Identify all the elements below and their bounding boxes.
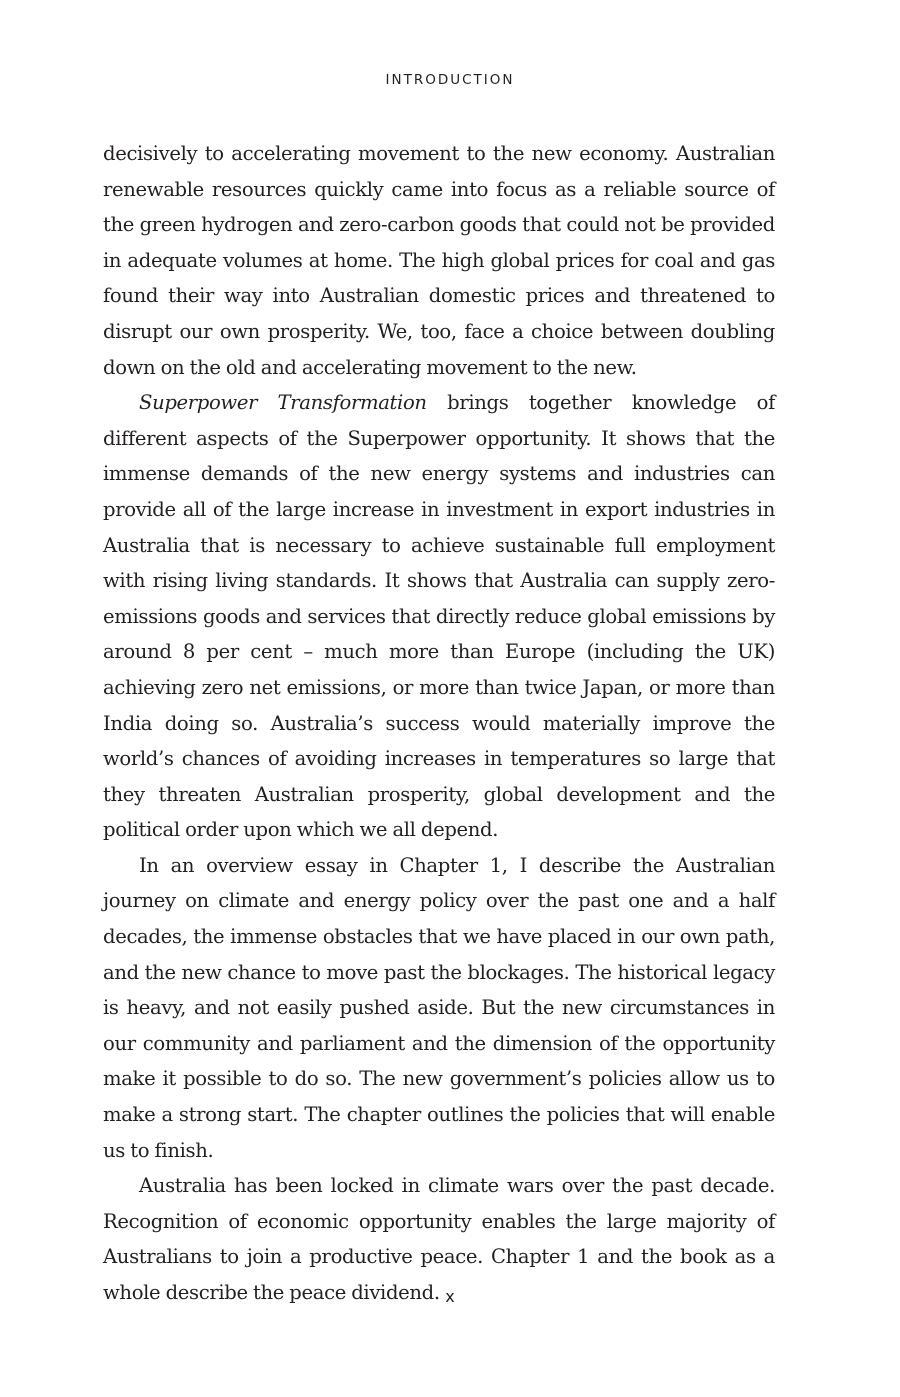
page-number: x	[445, 1287, 455, 1306]
paragraph-2	[103, 385, 775, 848]
body-text	[103, 136, 775, 1311]
paragraph-1	[103, 136, 775, 385]
paragraph-4-text: Australia has been locked in climate wars over the past decade. Recognition of economic opportunity enables the large majority of Australians to join a productive peace. Chapter 1 and the book as a whole describe the peace dividend.	[103, 1174, 775, 1304]
paragraph-2-text: brings together knowledge of different aspects of the Superpower opportunity. It shows that the immense demands of the new energy systems and industries can provide all of the large increase in investment in export industries in Australia that is necessary to achieve sustainable full employment with rising living standards. It shows that Australia can supply zero-emissions goods and services that directly reduce global emissions by around 8 per cent – much more than Europe (including the UK) achieving zero net emissions, or more than twice Japan, or more than India doing so. Australia’s success would materially improve the world’s chances of avoiding increases in temperatures so large that they threaten Australian prosperity, global development and the political order upon which we all depend.	[103, 391, 775, 842]
book-title-italic: Superpower Transformation	[139, 391, 427, 415]
paragraph-1-text: decisively to accelerating movement to the new economy. Australian renewable resources quickly came into focus as a reliable source of the green hydrogen and zero-carbon goods that could not be provided in adequate volumes at home. The high global prices for coal and gas found their way into Australian domestic prices and threatened to disrupt our own prosperity. We, too, face a choice between doubling down on the old and accelerating movement to the new.	[103, 142, 775, 379]
paragraph-3-text: In an overview essay in Chapter 1, I describe the Australian journey on climate and energy policy over the past one and a half decades, the immense obstacles that we have placed in our own path, and the new chance to move past the blockages. The historical legacy is heavy, and not easily pushed aside. But the new circumstances in our community and parliament and the dimension of the opportunity make it possible to do so. The new government’s policies allow us to make a strong start. The chapter outlines the policies that will enable us to finish.	[103, 853, 775, 1162]
running-head: INTRODUCTION	[385, 72, 515, 88]
paragraph-3	[103, 848, 775, 1168]
